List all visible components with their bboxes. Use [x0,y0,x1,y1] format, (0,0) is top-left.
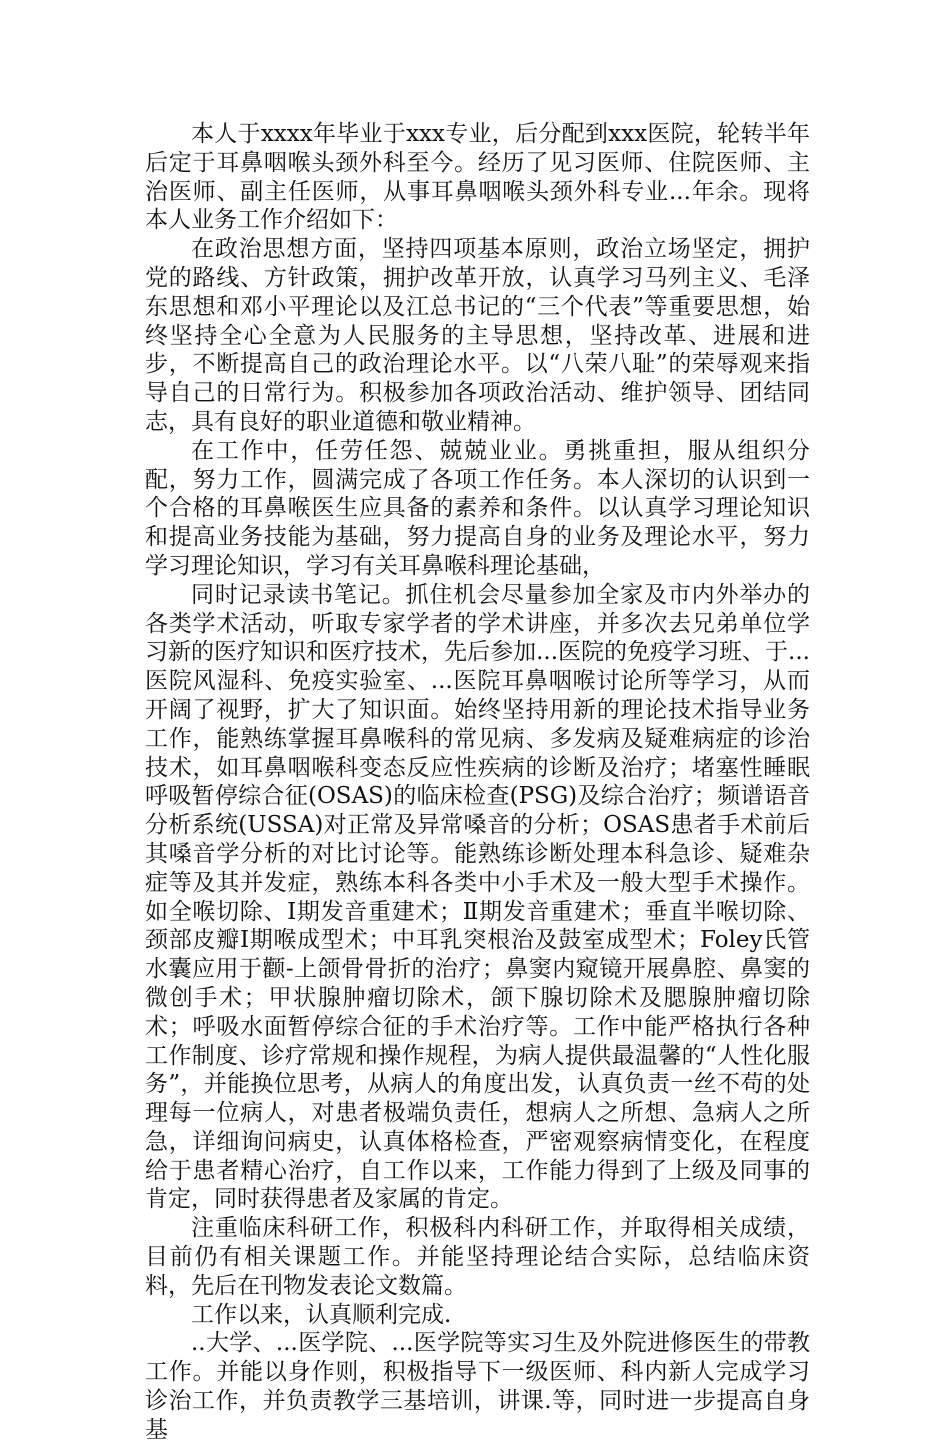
paragraph-intro: 本人于xxxx年毕业于xxx专业，后分配到xxx医院，轮转半年后定于耳鼻咽喉头颈外科至今。经历了见习医师、住院医师、主治医师、副主任医师，从事耳鼻咽喉头颈外科专业...年余。现将本人业务工作介绍如下： [145,121,810,234]
paragraph-political: 在政治思想方面，坚持四项基本原则，政治立场坚定，拥护党的路线、方针政策，拥护改革开放，认真学习马列主义、毛泽东思想和邓小平理论以及江总书记的“三个代表”等重要思想，始终坚持全心全意为人民服务的主导思想，坚持改革、进展和进步，不断提高自己的政治理论水平。以“八荣八耻”的荣辱观来指导自己的日常行为。积极参加各项政治活动、维护领导、团结同志，具有良好的职业道德和敬业精神。 [145,236,810,435]
paragraph-completion: 工作以来，认真顺利完成. [191,1301,452,1328]
paragraph-work: 在工作中，任劳任怨、兢兢业业。勇挑重担，服从组织分配，努力工作，圆满完成了各项工作任务。本人深切的认识到一个合格的耳鼻喉医生应具备的素养和条件。以认真学习理论知识和提高业务技能为基础，努力提高自身的业务及理论水平，努力学习理论知识，学习有关耳鼻喉科理论基础， [145,437,810,579]
paragraph-study-clinical: 同时记录读书笔记。抓住机会尽量参加全家及市内外举办的各类学术活动，听取专家学者的学术讲座，并多次去兄弟单位学习新的医疗知识和医疗技术，先后参加...医院的免疫学习班、于...医院风湿科、免疫实验室、...医院耳鼻咽喉讨论所等学习，从而开阔了视野，扩大了知识面。始终坚持用新的理论技术指导业务工作，能熟练掌握耳鼻喉科的常见病、多发病及疑难病症的诊治技术，如耳鼻咽喉科变态反应性疾病的诊断及治疗；堵塞性睡眠呼吸暂停综合征(OSAS)的临床检查(PSG)及综合治疗；频谱语音分析系统(USSA)对正常及异常嗓音的分析；OSAS患者手术前后其嗓音学分析的对比讨论等。能熟练诊断处理本科急诊、疑难杂症等及其并发症，熟练本科各类中小手术及一般大型手术操作。如全喉切除、Ⅰ期发音重建术；Ⅱ期发音重建术；垂直半喉切除、颈部皮瓣Ⅰ期喉成型术；中耳乳突根治及鼓室成型术；Foley氏管水囊应用于颧-上颌骨骨折的治疗；鼻窦内窥镜开展鼻腔、鼻窦的微创手术；甲状腺肿瘤切除术，颌下腺切除术及腮腺肿瘤切除术；呼吸水面暂停综合征的手术治疗等。工作中能严格执行各种工作制度、诊疗常规和操作规程，为病人提供最温馨的“人性化服务”，并能换位思考，从病人的角度出发，认真负责一丝不苟的处理每一位病人，对患者极端负责任，想病人之所想、急病人之所急，详细询问病史，认真体格检查，严密观察病情变化，在程度给于患者精心治疗，自工作以来，工作能力得到了上级及同事的肯定，同时获得患者及家属的肯定。 [145,581,810,1213]
paragraph-research: 注重临床科研工作，积极科内科研工作，并取得相关成绩，目前仍有相关课题工作。并能坚持理论结合实际，总结临床资料，先后在刊物发表论文数篇。 [145,1215,810,1299]
document-page [145,120,810,1445]
paragraph-teaching: ..大学、...医学院、...医学院等实习生及外院进修医生的带教工作。并能以身作则，积极指导下一级医师、科内新人完成学习诊治工作，并负责教学三基培训，讲课.等，同时进一步提高自身基 [145,1330,810,1443]
